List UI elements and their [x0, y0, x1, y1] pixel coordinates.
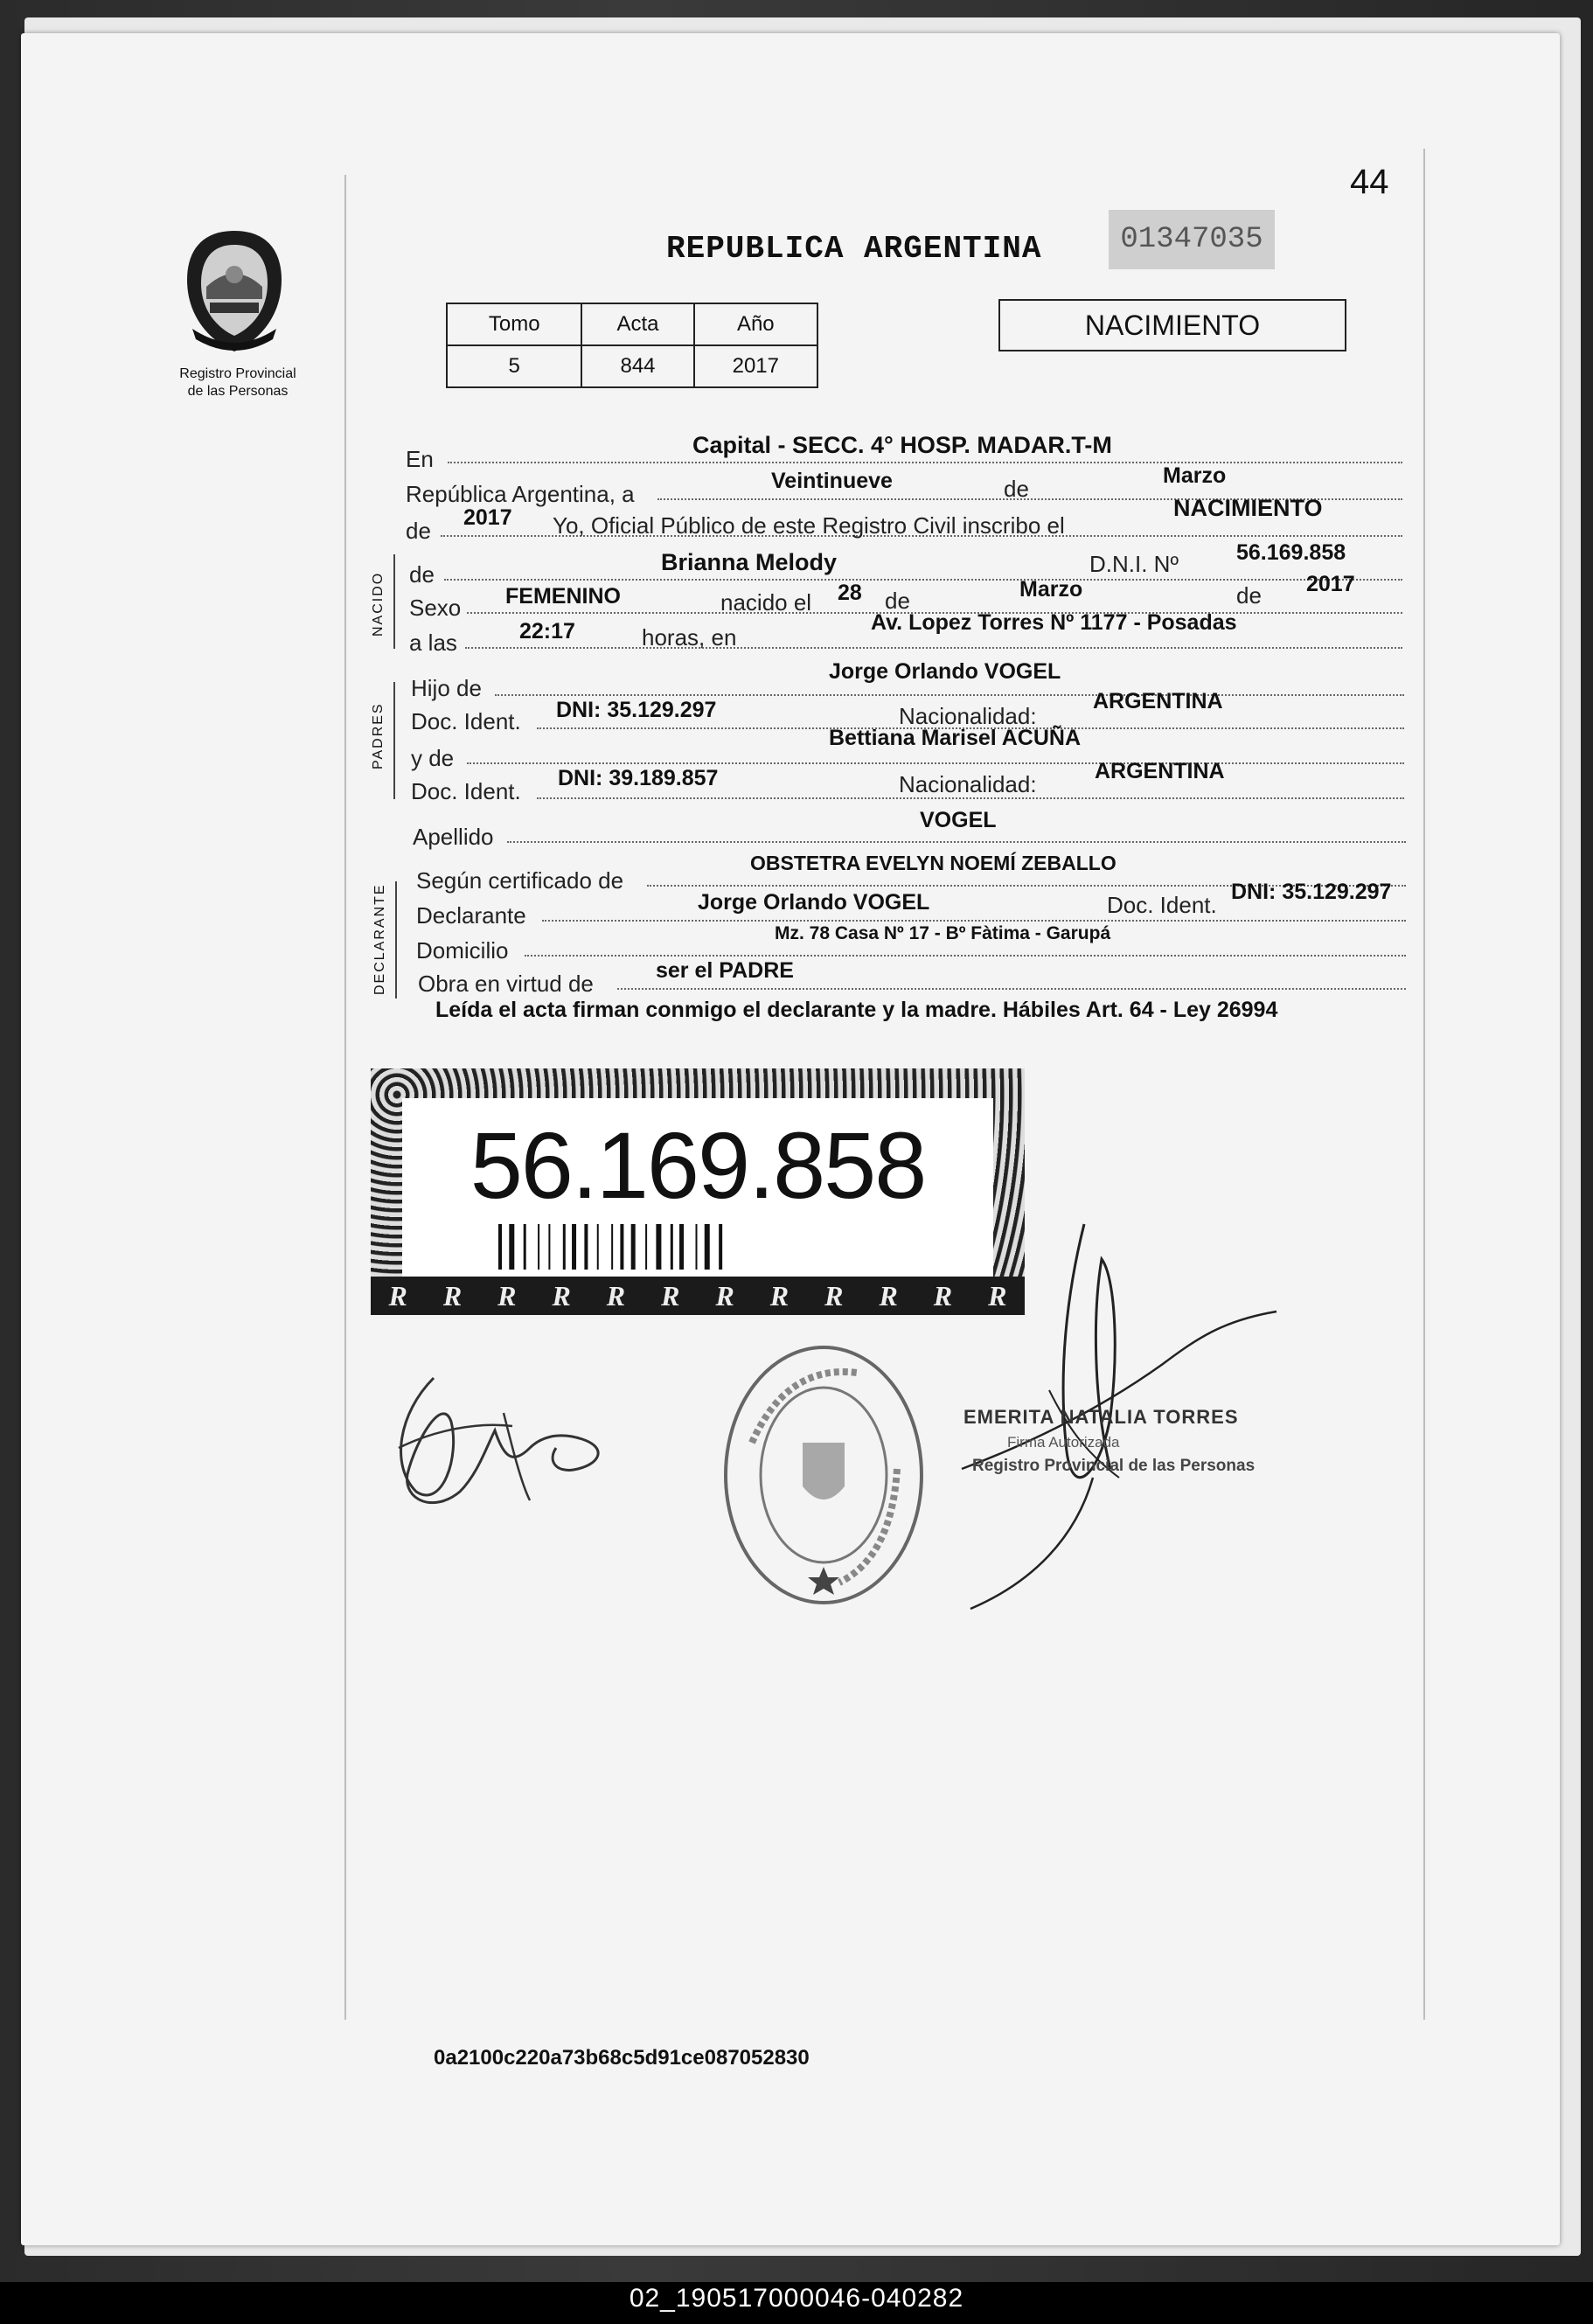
- born-de-label: de: [409, 561, 435, 588]
- officer-label: Yo, Oficial Público de este Registro Civil inscribo el: [553, 512, 1065, 539]
- born-year: 2017: [1306, 572, 1355, 596]
- dni-label: D.N.I. Nº: [1089, 551, 1179, 577]
- dotted-rule: [495, 694, 1404, 696]
- mother-name: Bettiana Marisel ACUÑA: [829, 726, 1082, 750]
- barcode-bar: [719, 1224, 722, 1270]
- dotted-rule: [617, 988, 1406, 990]
- declarant-capacity: ser el PADRE: [656, 958, 794, 983]
- certificate-label: Según certificado de: [416, 867, 624, 894]
- born-dni: 56.169.858: [1236, 540, 1346, 565]
- barcode-bar: [584, 1224, 588, 1270]
- declarant-name: Jorge Orlando VOGEL: [698, 890, 930, 915]
- official-office: Registro Provincial de las Personas: [972, 1457, 1256, 1475]
- security-glyph: R: [606, 1279, 626, 1312]
- security-glyph: R: [715, 1279, 734, 1312]
- official-role: Firma Autorizada: [1007, 1434, 1120, 1451]
- registry-header-tomo: Tomo: [447, 303, 581, 345]
- official-name: EMERITA NATALIA TORRES: [963, 1406, 1239, 1428]
- declarante-section-label: DECLARANTE: [372, 883, 387, 995]
- padres-section-label: PADRES: [371, 702, 386, 769]
- page-number: 44: [1350, 163, 1389, 201]
- barcode-bar: [563, 1224, 566, 1270]
- issuer-caption: [150, 365, 325, 400]
- security-glyph: R: [497, 1279, 517, 1312]
- certificate-value: OBSTETRA EVELYN NOEMÍ ZEBALLO: [750, 852, 1116, 874]
- closing-text: Leída el acta firman conmigo el declarante y la madre. Hábiles Art. 64 - Ley 26994: [435, 998, 1278, 1022]
- dotted-rule: [542, 920, 1406, 922]
- security-glyph: R: [769, 1279, 790, 1312]
- surname-value: VOGEL: [920, 808, 997, 832]
- born-name: Brianna Melody: [661, 549, 838, 575]
- registry-header-ano: Año: [694, 303, 817, 345]
- father-doc-label: Doc. Ident.: [411, 708, 521, 734]
- en-label: En: [406, 446, 434, 472]
- barcode-bar: [705, 1224, 710, 1270]
- barcode-bar: [671, 1224, 673, 1270]
- padres-rule: [393, 682, 395, 799]
- mother-nationality-label: Nacionalidad:: [899, 771, 1037, 797]
- barcode-icon: [498, 1224, 897, 1270]
- barcode-bar: [620, 1224, 623, 1270]
- security-glyph: R: [442, 1279, 463, 1312]
- dotted-rule: [467, 762, 1404, 764]
- barcode-bar: [548, 1224, 550, 1270]
- hours-label: horas, en: [642, 624, 737, 651]
- and-label: y de: [411, 745, 455, 771]
- born-time: 22:17: [519, 619, 575, 644]
- declarant-signature: [381, 1360, 635, 1527]
- barcode-bar: [631, 1224, 636, 1270]
- nacido-section-label: NACIDO: [371, 571, 386, 637]
- barcode-number: 56.169.858: [470, 1112, 926, 1218]
- barcode-bar: [524, 1224, 526, 1270]
- security-glyph: R: [988, 1279, 1007, 1312]
- born-de-label-3: de: [1236, 582, 1262, 609]
- document-title: REPUBLICA ARGENTINA: [666, 231, 1042, 267]
- registry-header-acta: Acta: [581, 303, 693, 345]
- security-glyph: R: [879, 1279, 898, 1312]
- capacity-label: Obra en virtud de: [418, 971, 594, 997]
- born-place: Av. Lopez Torres Nº 1177 - Posadas: [871, 610, 1237, 635]
- declarant-address: Mz. 78 Casa Nº 17 - Bº Fàtima - Garupá: [775, 923, 1111, 943]
- barcode-bar: [696, 1224, 698, 1270]
- nacido-rule: [393, 554, 395, 649]
- barcode-bar: [509, 1224, 514, 1270]
- issuer-caption-line1: Registro Provincial: [179, 366, 296, 381]
- mother-doc: DNI: 39.189.857: [558, 766, 719, 790]
- security-glyph: R: [933, 1279, 953, 1312]
- barcode-window: [402, 1098, 993, 1277]
- registration-month: Marzo: [1163, 463, 1227, 488]
- barcode-bar: [538, 1224, 539, 1270]
- registration-year: 2017: [463, 505, 512, 530]
- barcode-bar: [498, 1224, 502, 1270]
- dotted-rule: [448, 462, 1402, 463]
- declarant-doc-label: Doc. Ident.: [1107, 892, 1217, 918]
- son-of-label: Hijo de: [411, 675, 482, 701]
- document-hash: 0a2100c220a73b68c5d91ce087052830: [434, 2046, 810, 2070]
- born-de-label-2: de: [885, 588, 910, 614]
- issuer-caption-line2: de las Personas: [187, 384, 289, 399]
- dotted-rule: [507, 841, 1406, 843]
- barcode-bar: [597, 1224, 599, 1270]
- security-glyph: R: [552, 1279, 571, 1312]
- security-glyph: R: [388, 1279, 407, 1312]
- official-seal: [717, 1338, 930, 1612]
- barcode-bar: [679, 1224, 684, 1270]
- declarant-label: Declarante: [416, 902, 526, 929]
- dotted-rule: [444, 579, 1402, 581]
- year-prefix-label: de: [406, 518, 431, 544]
- father-name: Jorge Orlando VOGEL: [829, 659, 1061, 684]
- born-day: 28: [838, 581, 862, 605]
- registry-value-ano: 2017: [694, 345, 817, 387]
- left-margin-rule: [344, 175, 346, 2020]
- registry-value-acta: 844: [581, 345, 693, 387]
- registry-table: [446, 303, 818, 388]
- mother-doc-label: Doc. Ident.: [411, 778, 521, 804]
- declarant-doc: DNI: 35.129.297: [1231, 880, 1392, 904]
- registration-place: Capital - SECC. 4° HOSP. MADAR.T-M: [692, 432, 1112, 458]
- scan-id: 02_190517000046-040282: [629, 2284, 964, 2313]
- act-type-box: NACIMIENTO: [998, 299, 1346, 351]
- father-doc: DNI: 35.129.297: [556, 698, 717, 722]
- born-on-label: nacido el: [720, 589, 812, 616]
- dotted-rule: [525, 955, 1406, 957]
- barcode-bar: [572, 1224, 576, 1270]
- born-sex: FEMENINO: [505, 584, 621, 609]
- father-nationality: ARGENTINA: [1093, 689, 1223, 713]
- registration-act-word: NACIMIENTO: [1173, 495, 1323, 521]
- republica-label: República Argentina, a: [406, 481, 635, 507]
- father-nationality-label: Nacionalidad:: [899, 703, 1037, 729]
- registration-day: Veintinueve: [771, 469, 893, 493]
- registry-value-tomo: 5: [447, 345, 581, 387]
- surname-label: Apellido: [413, 824, 494, 850]
- address-label: Domicilio: [416, 937, 509, 964]
- serial-number: 01347035: [1109, 210, 1275, 269]
- barcode-bar: [645, 1224, 647, 1270]
- security-glyph: R: [661, 1279, 680, 1312]
- right-margin-rule: [1423, 149, 1425, 2020]
- dotted-rule: [465, 647, 1402, 649]
- declarante-rule: [395, 881, 397, 998]
- born-month: Marzo: [1019, 577, 1083, 602]
- coat-of-arms-logo: [175, 226, 294, 357]
- barcode-bar: [611, 1224, 613, 1270]
- security-glyph: R: [824, 1279, 844, 1312]
- de-label: de: [1004, 476, 1029, 502]
- mother-nationality: ARGENTINA: [1095, 759, 1225, 783]
- time-label: a las: [409, 630, 457, 656]
- sex-label: Sexo: [409, 595, 462, 621]
- barcode-bar: [656, 1224, 661, 1270]
